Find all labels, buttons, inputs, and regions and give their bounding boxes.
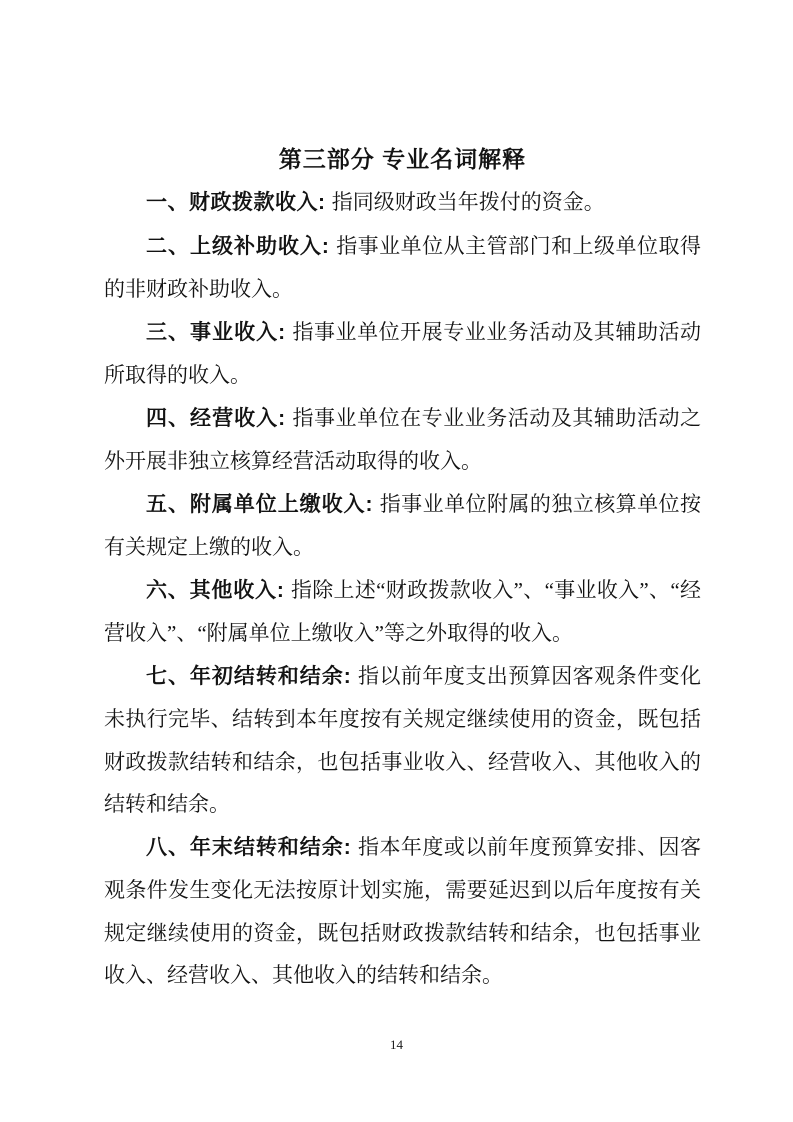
glossary-entry-5 [104,483,701,569]
term-definition: 指本年度或以前年度预算安排、因客观条件发生变化无法按原计划实施，需要延迟到以后年度按有关规定继续使用的资金，既包括财政拨款结转和结余，也包括事业收入、经营收入、其他收入的结转和结余。 [104,834,702,987]
term-definition: 指事业单位开展专业业务活动及其辅助活动所取得的收入。 [104,319,702,387]
term-label: 三、事业收入: [146,320,286,344]
term-definition: 指事业单位附属的独立核算单位按有关规定上缴的收入。 [104,491,702,559]
glossary-entry-8 [104,826,701,997]
document-body [104,138,701,997]
term-definition: 指以前年度支出预算因客观条件变化未执行完毕、结转到本年度按有关规定继续使用的资金，既包括财政拨款结转和结余，也包括事业收入、经营收入、其他收入的结转和结余。 [104,663,702,816]
term-label: 七、年初结转和结余: [146,664,352,688]
term-label: 四、经营收入: [146,406,286,430]
page-number: 14 [390,1037,403,1052]
term-label: 二、上级补助收入: [146,234,330,258]
term-label: 六、其他收入: [146,578,285,602]
term-label: 八、年末结转和结余: [146,835,352,859]
glossary-entry-6 [104,569,701,655]
glossary-entry-4 [104,397,701,483]
term-definition: 指事业单位从主管部门和上级单位取得的非财政补助收入。 [104,233,701,301]
term-label: 一、财政拨款收入: [146,191,326,214]
glossary-entry-1 [104,181,701,225]
term-definition: 指事业单位在专业业务活动及其辅助活动之外开展非独立核算经营活动取得的收入。 [104,405,702,473]
glossary-entry-2 [104,225,701,311]
term-definition: 指除上述“财政拨款收入”、“事业收入”、“经营收入”、“附属单位上缴收入”等之外取得的收入。 [104,577,701,645]
term-label: 五、附属单位上缴收入: [146,492,373,516]
glossary-entry-7 [104,655,701,826]
glossary-entry-3 [104,311,701,397]
term-definition: 指同级财政当年拨付的资金。 [331,190,605,214]
section-title: 第三部分 专业名词解释 [278,146,527,172]
